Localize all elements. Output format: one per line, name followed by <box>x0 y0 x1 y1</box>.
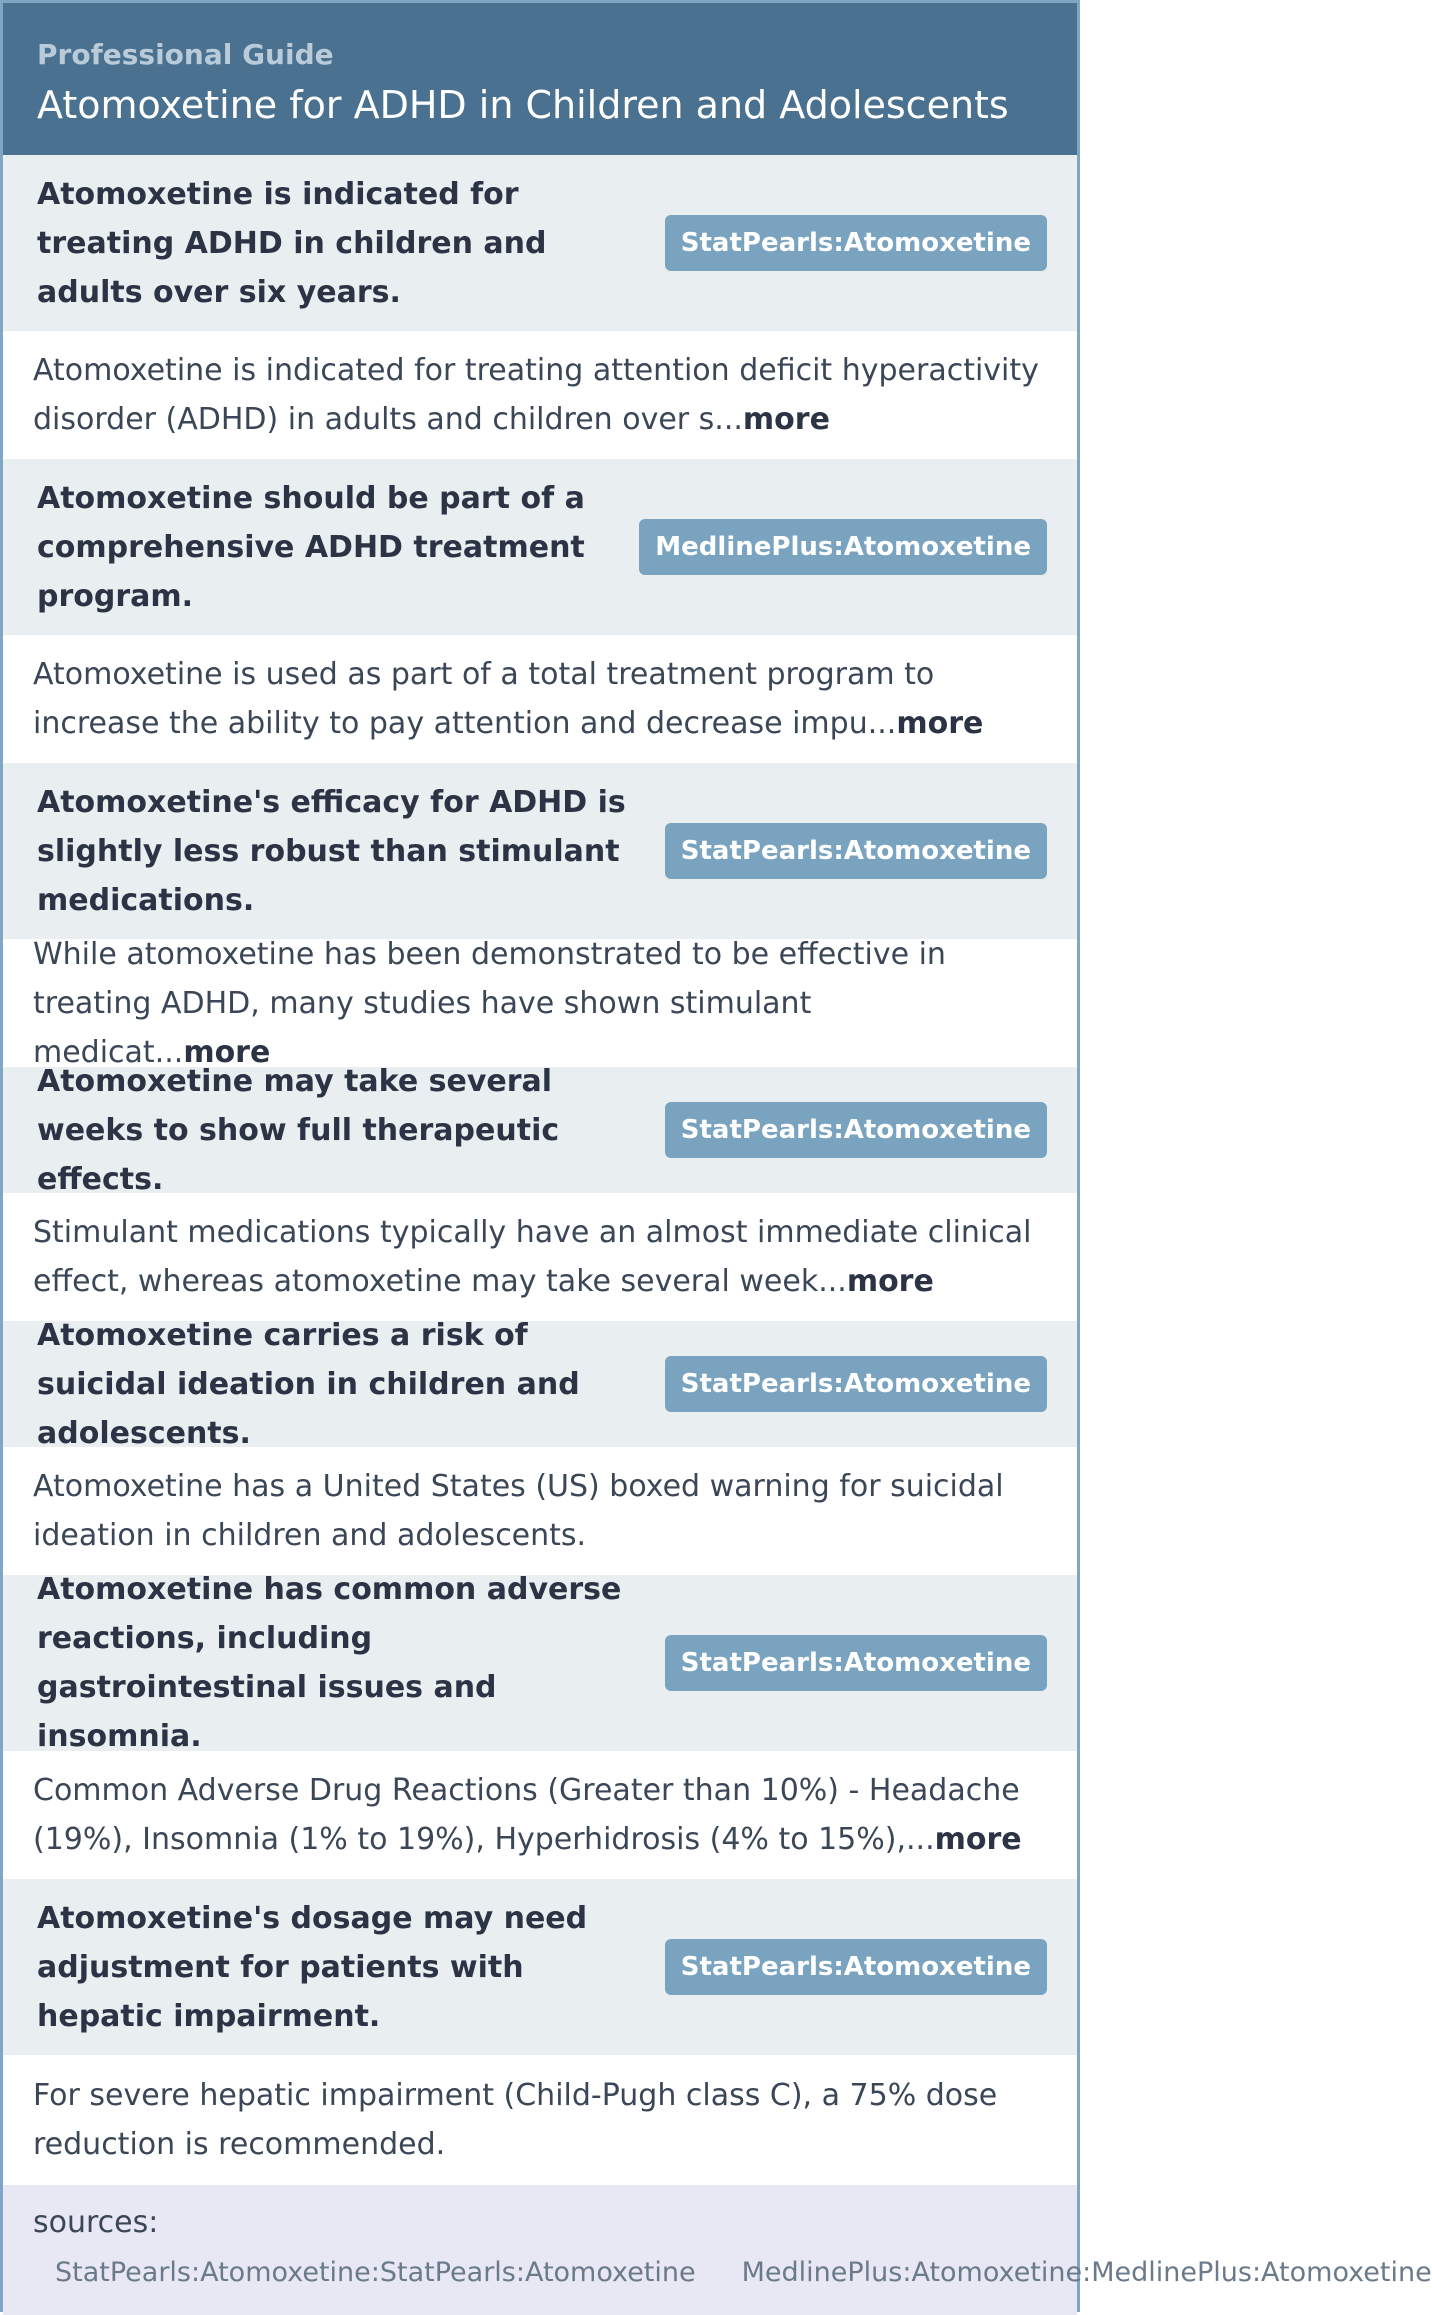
detail-text <box>33 1208 1047 1306</box>
source-button[interactable]: StatPearls:Atomoxetine <box>665 1102 1047 1158</box>
detail-row <box>3 1751 1077 1879</box>
sources-label: sources: <box>33 2205 159 2240</box>
claim-text: Atomoxetine has common adverse reactions, including gastrointestinal issues and insomnia. <box>37 1572 622 1754</box>
claim-row <box>3 1879 1077 2055</box>
source-list <box>33 2253 1432 2293</box>
detail-row <box>3 1447 1077 1575</box>
detail-text <box>33 346 1047 444</box>
detail-text <box>33 650 1047 748</box>
claim-text: Atomoxetine is indicated for treating ADHD in children and adults over six years. <box>37 176 547 310</box>
detail-row <box>3 331 1077 459</box>
claim-row <box>3 459 1077 635</box>
source-button[interactable]: StatPearls:Atomoxetine <box>665 215 1047 271</box>
detail-text <box>33 2071 1047 2169</box>
detail-body: For severe hepatic impairment (Child-Pugh class C), a 75% dose reduction is recommended. <box>33 2078 998 2162</box>
source-button[interactable]: StatPearls:Atomoxetine <box>665 1939 1047 1995</box>
claim-text: Atomoxetine carries a risk of suicidal ideation in children and adolescents. <box>37 1317 580 1451</box>
detail-text <box>33 930 1047 1077</box>
claim-row <box>3 1063 1077 1197</box>
detail-body: Atomoxetine is used as part of a total treatment program to increase the ability to pay attention and decrease impu... <box>33 657 935 741</box>
detail-body: While atomoxetine has been demonstrated to be effective in treating ADHD, many studies have shown stimulant medicat... <box>33 936 946 1070</box>
source-link[interactable]: StatPearls:Atomoxetine:StatPearls:Atomoxetine <box>55 2257 696 2288</box>
more-link[interactable]: more <box>742 402 830 437</box>
source-button[interactable]: StatPearls:Atomoxetine <box>665 1356 1047 1412</box>
detail-row <box>3 635 1077 763</box>
claim-text: Atomoxetine's dosage may need adjustment for patients with hepatic impairment. <box>37 1900 588 2034</box>
source-button[interactable]: StatPearls:Atomoxetine <box>665 1635 1047 1691</box>
claim-text: Atomoxetine may take several weeks to show full therapeutic effects. <box>37 1063 560 1197</box>
guide-kicker: Professional Guide <box>37 38 334 71</box>
detail-row <box>3 936 1077 1070</box>
sources-panel <box>3 2185 1432 2315</box>
detail-body: Common Adverse Drug Reactions (Greater than 10%) - Headache (19%), Insomnia (1% to 19%), Hyperhidrosis (4% to 15%),... <box>33 1773 1020 1857</box>
claim-row <box>3 1572 1077 1754</box>
more-link[interactable]: more <box>846 1264 934 1299</box>
detail-body: Stimulant medications typically have an almost immediate clinical effect, whereas atomoxetine may take several week... <box>33 1215 1032 1299</box>
detail-body: Atomoxetine is indicated for treating attention deficit hyperactivity disorder (ADHD) in adults and children over s... <box>33 353 1039 437</box>
claim-row <box>3 1317 1077 1451</box>
more-link[interactable]: more <box>896 706 984 741</box>
guide-header <box>3 3 1077 155</box>
detail-row <box>3 2055 1077 2185</box>
page-title: Atomoxetine for ADHD in Children and Adolescents <box>37 83 1009 127</box>
more-link[interactable]: more <box>934 1822 1022 1857</box>
source-button[interactable]: MedlinePlus:Atomoxetine <box>639 519 1047 575</box>
source-link[interactable]: MedlinePlus:Atomoxetine:MedlinePlus:Atomoxetine <box>741 2257 1432 2288</box>
claim-text: Atomoxetine should be part of a comprehensive ADHD treatment program. <box>37 480 585 614</box>
claim-text: Atomoxetine's efficacy for ADHD is slightly less robust than stimulant medications. <box>37 784 626 918</box>
detail-text <box>33 1766 1047 1864</box>
detail-body: Atomoxetine has a United States (US) boxed warning for suicidal ideation in children and adolescents. <box>33 1469 1004 1553</box>
claim-row <box>3 155 1077 331</box>
source-button[interactable]: StatPearls:Atomoxetine <box>665 823 1047 879</box>
more-link[interactable]: more <box>183 1034 271 1070</box>
claim-row <box>3 763 1077 939</box>
detail-text <box>33 1462 1047 1560</box>
detail-row <box>3 1193 1077 1321</box>
